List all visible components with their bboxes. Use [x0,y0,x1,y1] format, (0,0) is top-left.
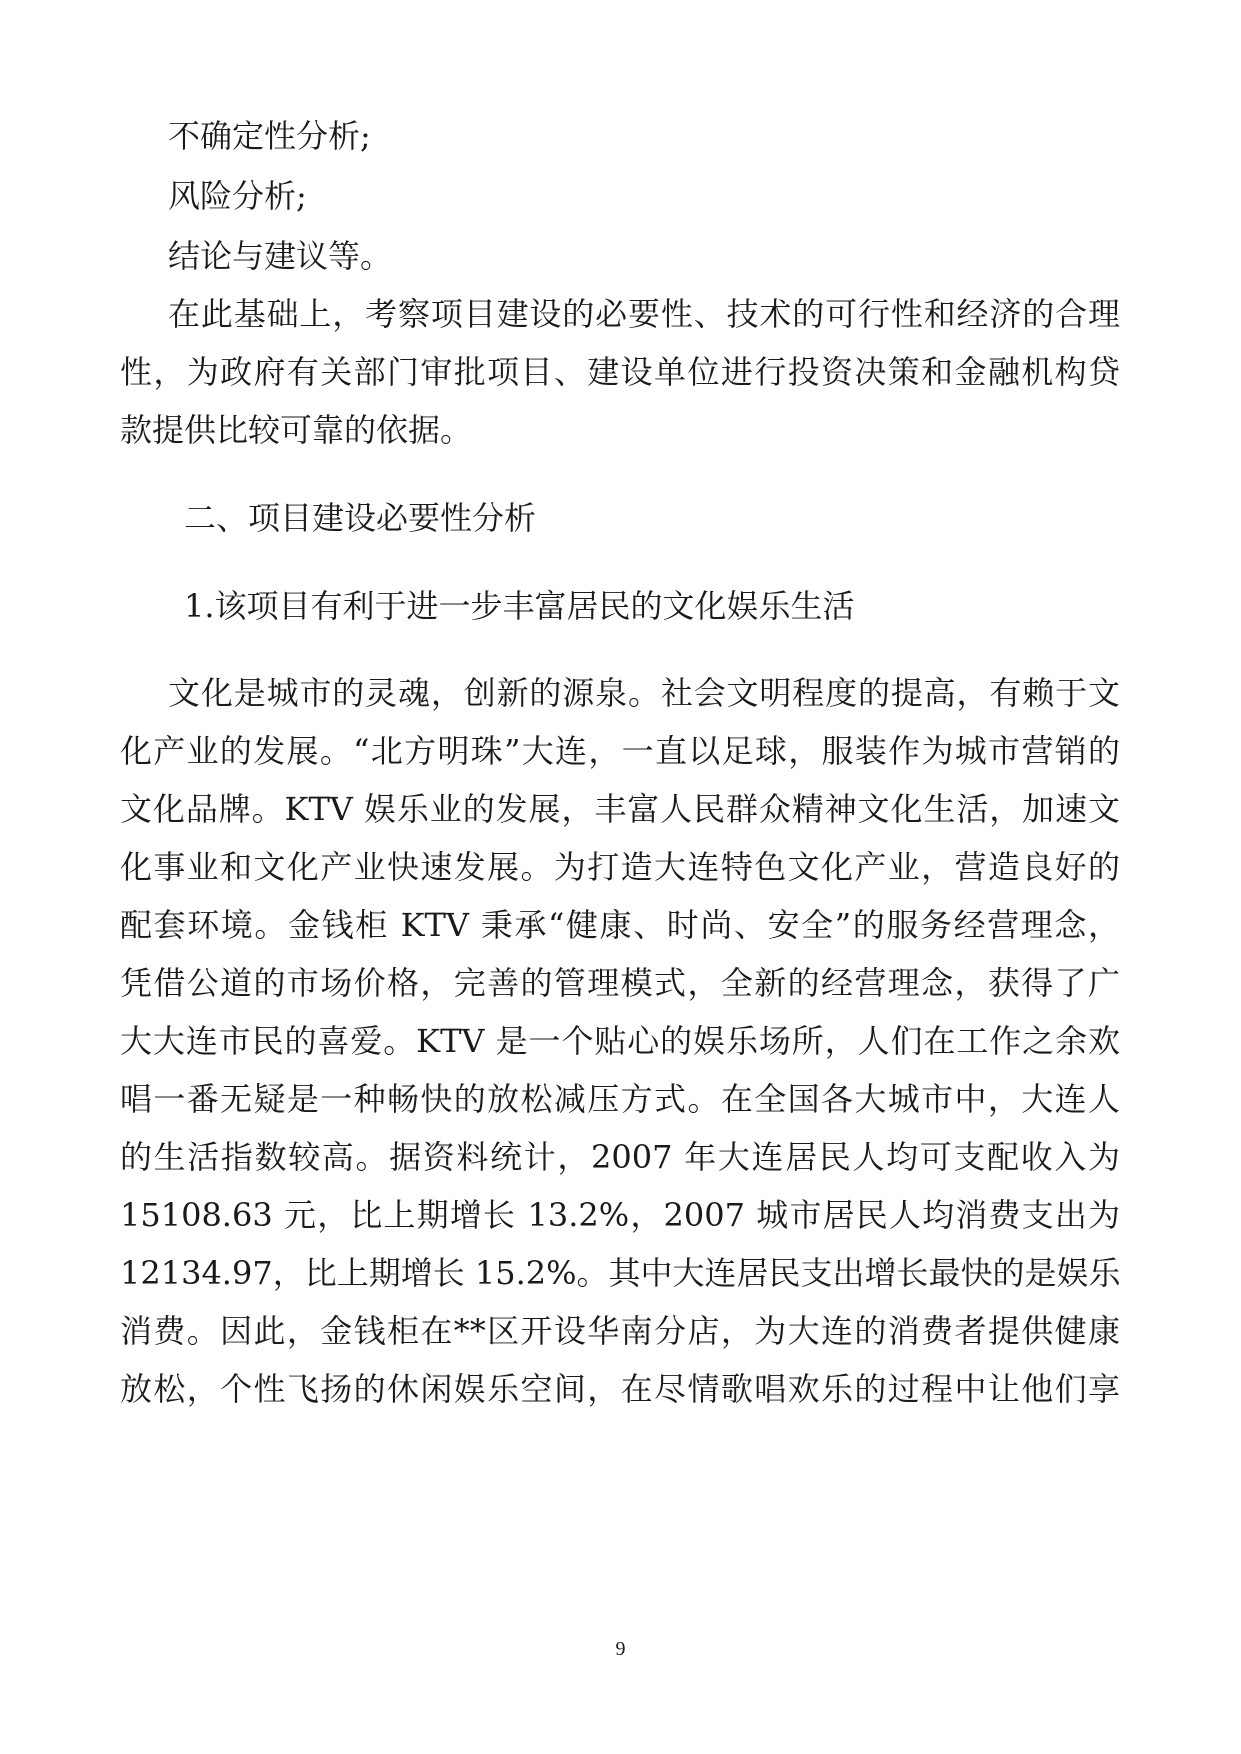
paragraph-line: 在此基础上，考察项目建设的必要性、技术的可行性和经济的合理 [168,295,1120,333]
paragraph-line: 化产业的发展。“北方明珠”大连，一直以足球，服装作为城市营销的 [120,732,1120,770]
list-item: 结论与建议等。 [168,237,393,275]
page-number: 9 [615,1638,626,1660]
paragraph-line: 款提供比较可靠的依据。 [120,411,473,449]
paragraph-line: 文化品牌。KTV 娱乐业的发展，丰富人民群众精神文化生活，加速文 [120,790,1120,828]
paragraph-line: 唱一番无疑是一种畅快的放松减压方式。在全国各大城市中，大连人 [120,1080,1120,1118]
paragraph-line: 大大连市民的喜爱。KTV 是一个贴心的娱乐场所，人们在工作之余欢 [120,1022,1120,1060]
paragraph-line: 化事业和文化产业快速发展。为打造大连特色文化产业，营造良好的 [120,848,1120,886]
paragraph-line: 12134.97，比上期增长 15.2%。其中大连居民支出增长最快的是娱乐 [120,1254,1121,1292]
list-item: 不确定性分析; [168,117,371,155]
paragraph-line: 凭借公道的市场价格，完善的管理模式，全新的经营理念，获得了广 [120,964,1120,1002]
paragraph-line: 性，为政府有关部门审批项目、建设单位进行投资决策和金融机构贷 [120,353,1120,391]
paragraph-line: 15108.63 元，比上期增长 13.2%，2007 城市居民人均消费支出为 [120,1196,1120,1234]
paragraph-line: 配套环境。金钱柜 KTV 秉承“健康、时尚、安全”的服务经营理念， [120,906,1120,944]
subsection-heading: 1.该项目有利于进一步丰富居民的文化娱乐生活 [184,587,855,625]
paragraph-line: 文化是城市的灵魂，创新的源泉。社会文明程度的提高，有赖于文 [168,674,1120,712]
paragraph-line: 消费。因此，金钱柜在**区开设华南分店，为大连的消费者提供健康 [120,1312,1120,1350]
list-item: 风险分析; [168,177,307,215]
paragraph-line: 的生活指数较高。据资料统计，2007 年大连居民人均可支配收入为 [120,1138,1120,1176]
section-heading: 二、项目建设必要性分析 [184,499,537,537]
paragraph-line: 放松，个性飞扬的休闲娱乐空间，在尽情歌唱欢乐的过程中让他们享 [120,1370,1120,1408]
